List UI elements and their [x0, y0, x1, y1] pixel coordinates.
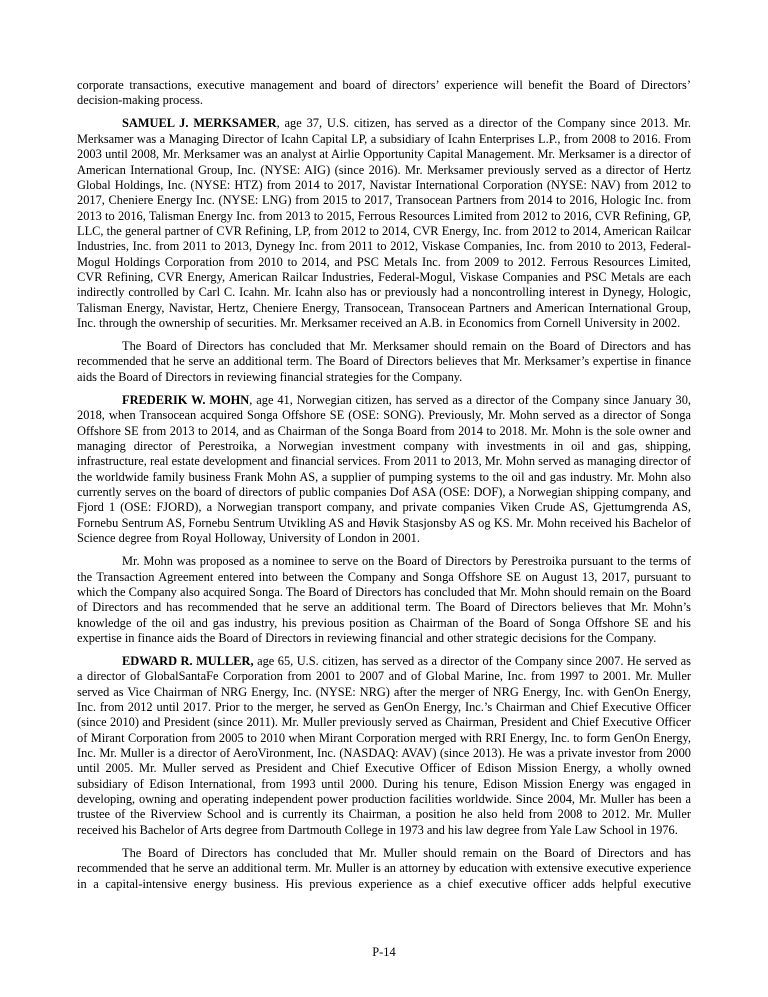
paragraph-text: corporate transactions, executive management and board of directors’ experience will benefit the Board of Directors’ decision-making process. — [77, 78, 691, 108]
page-number: P-14 — [372, 945, 396, 959]
paragraph-text: age 65, U.S. citizen, has served as a director of the Company since 2007. He served as a director of GlobalSantaFe Corporation from 2001 to 2007 and of Global Marine, Inc. from 1997 to 2001. Mr. Muller served as Vice Chairman of NRG Energy, Inc. (NYSE: NRG) after the merger of NRG Energy, Inc. with GenOn Energy, Inc. from 2012 until 2017. Prior to the merger, he served as GenOn Energy, Inc.’s Chairman and Chief Executive Officer (since 2010) and President (since 2011). Mr. Muller previously served as Chairman, President and Chief Executive Officer of Mirant Corporation from 2005 to 2010 when Mirant Corporation merged with RRI Energy, Inc. to form GenOn Energy, Inc. Mr. Muller is a director of AeroVironment, Inc. (NASDAQ: AVAV) (since 2013). He was a private investor from 2000 until 2005. Mr. Muller served as President and Chief Executive Officer of Edison Mission Energy, a wholly owned subsidiary of Edison International, from 1993 until 2000. During his tenure, Edison Mission Energy was engaged in developing, owning and operating independent power production facilities worldwide. Since 2004, Mr. Muller has been a trustee of the Riverview School and is currently its Chairman, a position he also held from 2008 to 2012. Mr. Muller received his Bachelor of Arts degree from Dartmouth College in 1973 and his law degree from Yale Law School in 1976. — [77, 654, 691, 837]
paragraph — [77, 846, 691, 892]
paragraph — [77, 654, 691, 838]
director-name: EDWARD R. MULLER, — [122, 654, 254, 669]
director-name: FREDERIK W. MOHN — [122, 392, 250, 407]
paragraph — [77, 116, 691, 331]
paragraph-text: The Board of Directors has concluded that Mr. Merksamer should remain on the Board of Directors and has recommended that he serve an additional term. The Board of Directors believes that Mr. Merksamer’s expertise in finance aids the Board of Directors in reviewing financial strategies for the Company. — [77, 339, 691, 384]
paragraph-text: The Board of Directors has concluded that Mr. Muller should remain on the Board of Directors and has recommended that he serve an additional term. Mr. Muller is an attorney by education with extensive executive experience in a capital-intensive energy business. His previous experience as a chief executive officer adds helpful executive — [77, 845, 691, 891]
paragraph — [77, 339, 691, 385]
document-body — [77, 78, 691, 900]
paragraph — [77, 393, 691, 546]
director-name: SAMUEL J. MERKSAMER — [122, 116, 277, 131]
paragraph — [77, 554, 691, 646]
paragraph-text: , age 37, U.S. citizen, has served as a director of the Company since 2013. Mr. Merksamer was a Managing Director of Icahn Capital LP, a subsidiary of Icahn Enterprises L.P., from 2008 to 2016. From 2003 until 2008, Mr. Merksamer was an analyst at Airlie Opportunity Capital Management. Mr. Merksamer is a director of American International Group, Inc. (NYSE: AIG) (since 2016). Mr. Merksamer previously served as a director of Hertz Global Holdings, Inc. (NYSE: HTZ) from 2014 to 2017, Navistar International Corporation (NYSE: NAV) from 2012 to 2017, Cheniere Energy Inc. (NYSE: LNG) from 2015 to 2017, Transocean Partners from 2014 to 2016, Hologic Inc. from 2013 to 2016, Talisman Energy Inc. from 2013 to 2015, Ferrous Resources Limited from 2012 to 2016, CVR Refining, GP, LLC, the general partner of CVR Refining, LP, from 2012 to 2014, CVR Energy, Inc. from 2012 to 2014, American Railcar Industries, Inc. from 2011 to 2013, Dynegy Inc. from 2011 to 2012, Viskase Companies, Inc. from 2010 to 2013, Federal-Mogul Holdings Corporation from 2010 to 2014, and PSC Metals Inc. from 2009 to 2012. Ferrous Resources Limited, CVR Refining, CVR Energy, American Railcar Industries, Federal-Mogul, Viskase Companies and PSC Metals are each indirectly controlled by Carl C. Icahn. Mr. Icahn also has or previously had a noncontrolling interest in Dynegy, Hologic, Talisman Energy, Navistar, Hertz, Cheniere Energy, Transocean, Transocean Partners and American International Group, Inc. through the ownership of securities. Mr. Merksamer received an A.B. in Economics from Cornell University in 2002. — [77, 116, 691, 330]
paragraph-text: , age 41, Norwegian citizen, has served as a director of the Company since January 30, 2018, when Transocean acquired Songa Offshore SE (OSE: SONG). Previously, Mr. Mohn served as a director of Songa Offshore SE from 2013 to 2014, and as Chairman of the Songa Board from 2014 to 2018. Mr. Mohn is the sole owner and managing director of Perestroika, a Norwegian investment company with investments in oil and gas, shipping, infrastructure, real estate development and financial services. From 2011 to 2013, Mr. Mohn served as managing director of the worldwide family business Frank Mohn AS, a supplier of pumping systems to the oil and gas industry. Mr. Mohn also currently serves on the board of directors of public companies Dof ASA (OSE: DOF), a Norwegian shipping company, and Fjord 1 (OSE: FJORD), a Norwegian transport company, and private companies Viken Crude AS, Gjettumgrenda AS, Fornebu Sentrum AS, Fornebu Sentrum Utvikling AS and Høvik Stasjonsby AS og KS. Mr. Mohn received his Bachelor of Science degree from Royal Holloway, University of London in 2001. — [77, 392, 691, 546]
paragraph — [77, 78, 691, 109]
paragraph-text: Mr. Mohn was proposed as a nominee to serve on the Board of Directors by Perestroika pursuant to the terms of the Transaction Agreement entered into between the Company and Songa Offshore SE on August 13, 2017, pursuant to which the Company also acquired Songa. The Board of Directors has concluded that Mr. Mohn should remain on the Board of Directors and has recommended that he serve an additional term. The Board of Directors believes that Mr. Mohn’s knowledge of the oil and gas industry, his previous position as Chairman of the Board of Songa Offshore SE and his expertise in finance aids the Board of Directors in reviewing financial and other strategic decisions for the Company. — [77, 554, 691, 645]
